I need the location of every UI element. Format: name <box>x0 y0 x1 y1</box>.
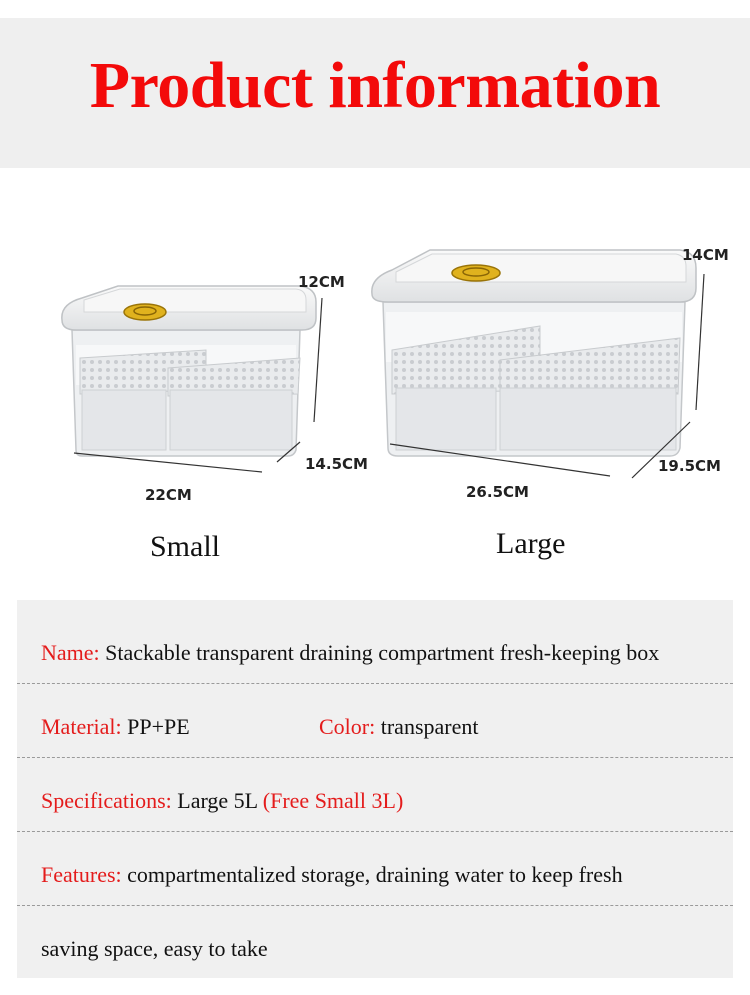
info-row-features-more <box>17 906 733 980</box>
info-row-features <box>17 832 733 906</box>
small-width-label: 22CM <box>145 486 192 504</box>
color-value: transparent <box>380 714 479 739</box>
small-depth-label: 14.5CM <box>305 455 368 473</box>
features-value: compartmentalized storage, draining water to keep fresh <box>127 862 623 887</box>
name-label: Name: <box>41 640 100 665</box>
color-label: Color: <box>319 714 376 739</box>
page-title: Product information <box>89 49 661 122</box>
info-row-specifications <box>17 758 733 832</box>
large-height-label: 14CM <box>682 246 729 264</box>
large-size-label: Large <box>496 527 566 560</box>
spec-value: Large 5L <box>177 788 258 813</box>
large-depth-label: 19.5CM <box>658 457 721 475</box>
small-box <box>62 286 322 472</box>
large-box <box>372 250 704 478</box>
info-panel <box>17 600 733 978</box>
material-label: Material: <box>41 714 122 739</box>
product-illustration <box>0 190 750 590</box>
name-value: Stackable transparent draining compartment fresh-keeping box <box>105 640 660 665</box>
small-size-label: Small <box>150 530 221 563</box>
features-more: saving space, easy to take <box>41 936 268 961</box>
small-height-label: 12CM <box>298 273 345 291</box>
features-label: Features: <box>41 862 122 887</box>
spec-extra: (Free Small 3L) <box>262 788 404 813</box>
large-width-label: 26.5CM <box>466 483 529 501</box>
info-row-material <box>17 684 733 758</box>
material-value: PP+PE <box>127 714 190 739</box>
info-row-name <box>17 610 733 684</box>
spec-label: Specifications: <box>41 788 172 813</box>
